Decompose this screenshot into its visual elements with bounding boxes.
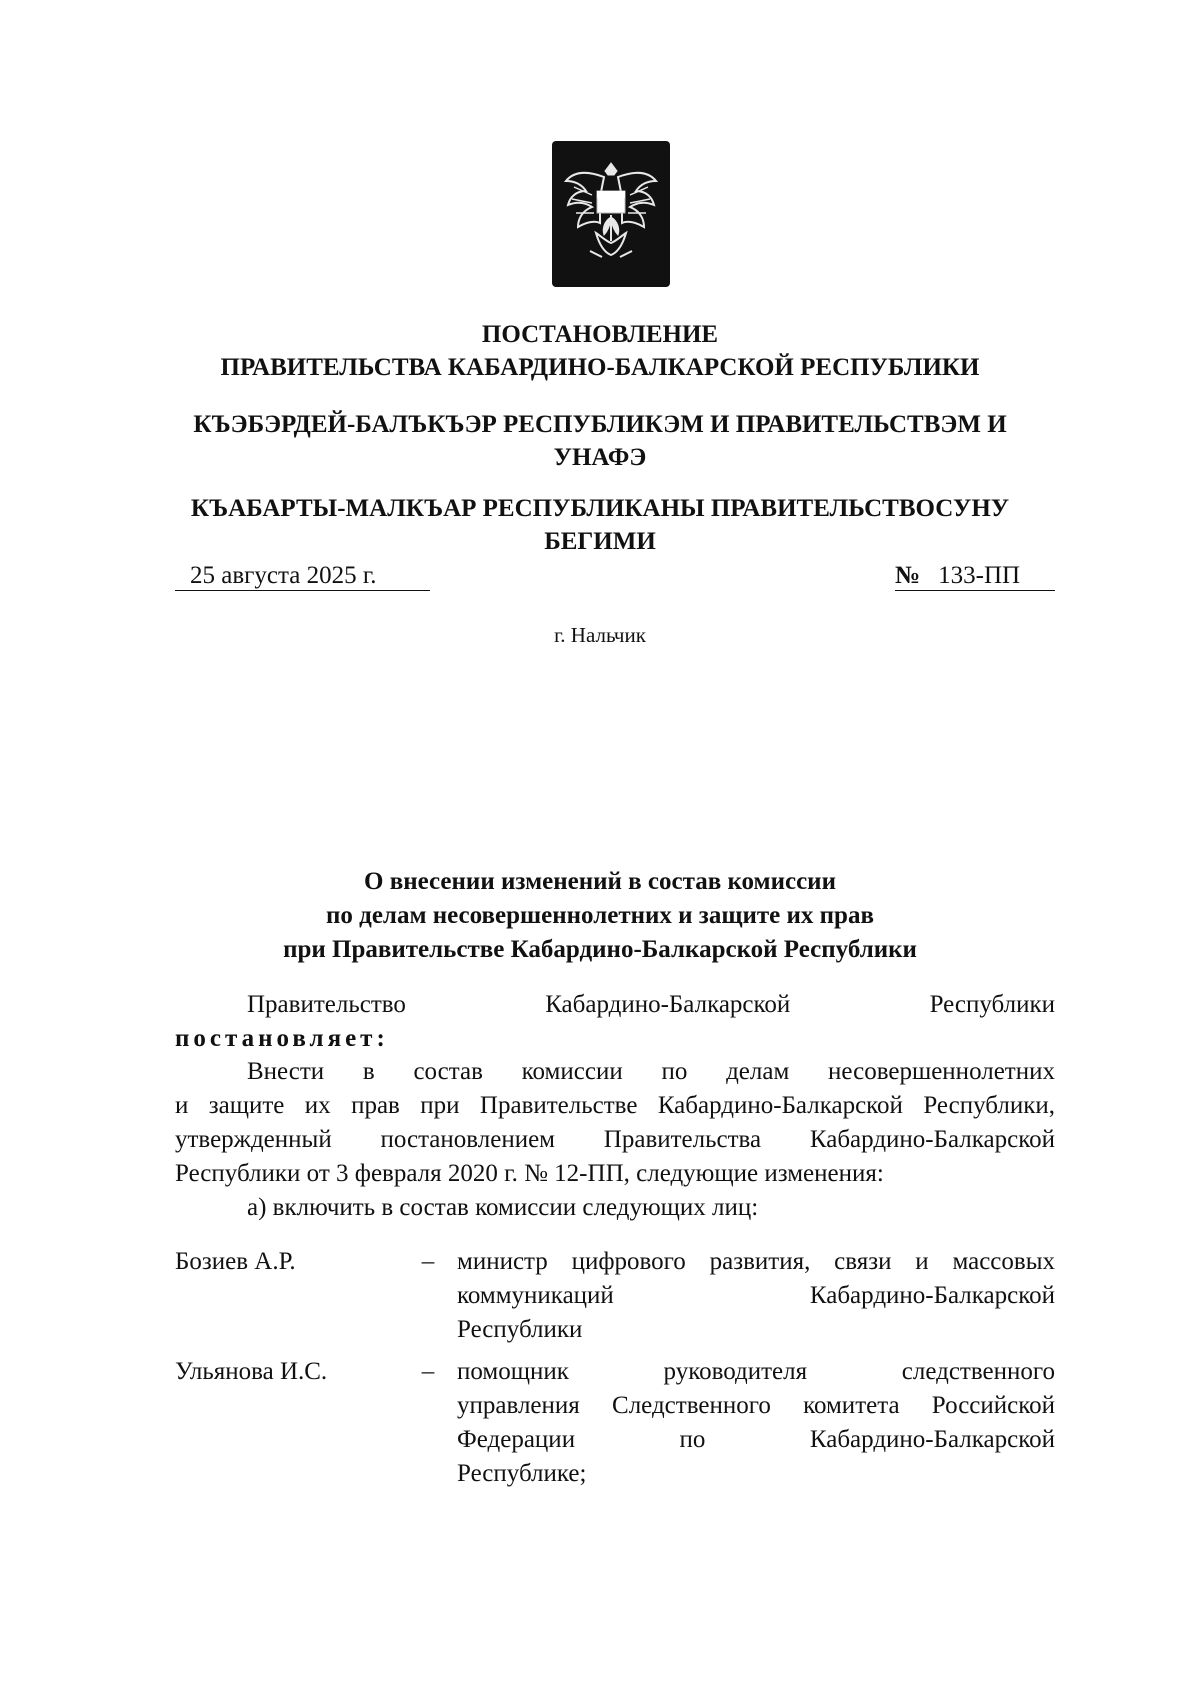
member-dash: – <box>421 1248 435 1275</box>
document-date: 25 августа 2025 г. <box>175 562 430 591</box>
member-role <box>457 1355 1055 1491</box>
item-a: а) включить в состав комиссии следующих лиц: <box>247 1194 759 1221</box>
member-role <box>457 1245 1055 1347</box>
title-line: КЪАБАРТЫ-МАЛКЪАР РЕСПУБЛИКАНЫ ПРАВИТЕЛЬСТВОСУНУ <box>190 495 1010 522</box>
role-line: Республики <box>457 1316 583 1343</box>
title-line: ПОСТАНОВЛЕНИЕ <box>481 321 719 348</box>
main-paragraph <box>175 1055 1055 1225</box>
preamble-paragraph <box>175 988 1055 1056</box>
decree-heading <box>150 865 1050 967</box>
heading-line: О внесении изменений в состав комиссии <box>364 868 836 895</box>
role-line: Федерации по Кабардино-Балкарской <box>457 1426 1055 1453</box>
preamble-word: Республики <box>929 991 1055 1018</box>
document-number <box>895 562 1055 591</box>
preamble-word: Правительство <box>247 991 406 1018</box>
role-line: управления Следственного комитета Российской <box>457 1392 1055 1419</box>
role-line: помощник руководителя следственного <box>457 1358 1055 1385</box>
number-value: 133-ПП <box>938 562 1021 589</box>
title-line: КЪЭБЭРДЕЙ-БАЛЪКЪЭР РЕСПУБЛИКЭМ И ПРАВИТЕЛЬСТВЭМ И <box>193 411 1007 438</box>
document-city: г. Нальчик <box>554 623 646 647</box>
number-sign: № <box>895 562 921 589</box>
heading-line: при Правительстве Кабардино-Балкарской Республики <box>283 936 917 963</box>
paragraph-line: Внести в состав комиссии по делам несовершеннолетних <box>247 1058 1055 1085</box>
title-line: УНАФЭ <box>553 444 647 471</box>
heading-line: по делам несовершеннолетних и защите их прав <box>326 902 874 929</box>
paragraph-line: и защите их прав при Правительстве Кабардино-Балкарской Республики, <box>175 1092 1055 1119</box>
title-line: БЕГИМИ <box>544 528 656 555</box>
preamble-line <box>175 988 1055 1022</box>
decrees-word: постановляет: <box>175 1025 389 1052</box>
preamble-word: Кабардино-Балкарской <box>545 991 791 1018</box>
paragraph-line: Республики от 3 февраля 2020 г. № 12-ПП, следующие изменения: <box>175 1160 884 1187</box>
role-line: коммуникаций Кабардино-Балкарской <box>457 1282 1055 1309</box>
paragraph-line: утвержденный постановлением Правительства Кабардино-Балкарской <box>175 1126 1055 1153</box>
title-kabardian <box>150 408 1050 474</box>
coat-of-arms-emblem <box>552 141 670 287</box>
title-line: ПРАВИТЕЛЬСТВА КАБАРДИНО-БАЛКАРСКОЙ РЕСПУБЛИКИ <box>220 354 980 381</box>
member-name: Бозиев А.Р. <box>175 1248 296 1275</box>
member-name: Ульянова И.С. <box>175 1358 328 1385</box>
role-line: Республике; <box>457 1460 587 1487</box>
document-title <box>150 318 1050 384</box>
title-balkar <box>150 492 1050 558</box>
member-dash: – <box>421 1358 435 1385</box>
role-line: министр цифрового развития, связи и массовых <box>457 1248 1055 1275</box>
